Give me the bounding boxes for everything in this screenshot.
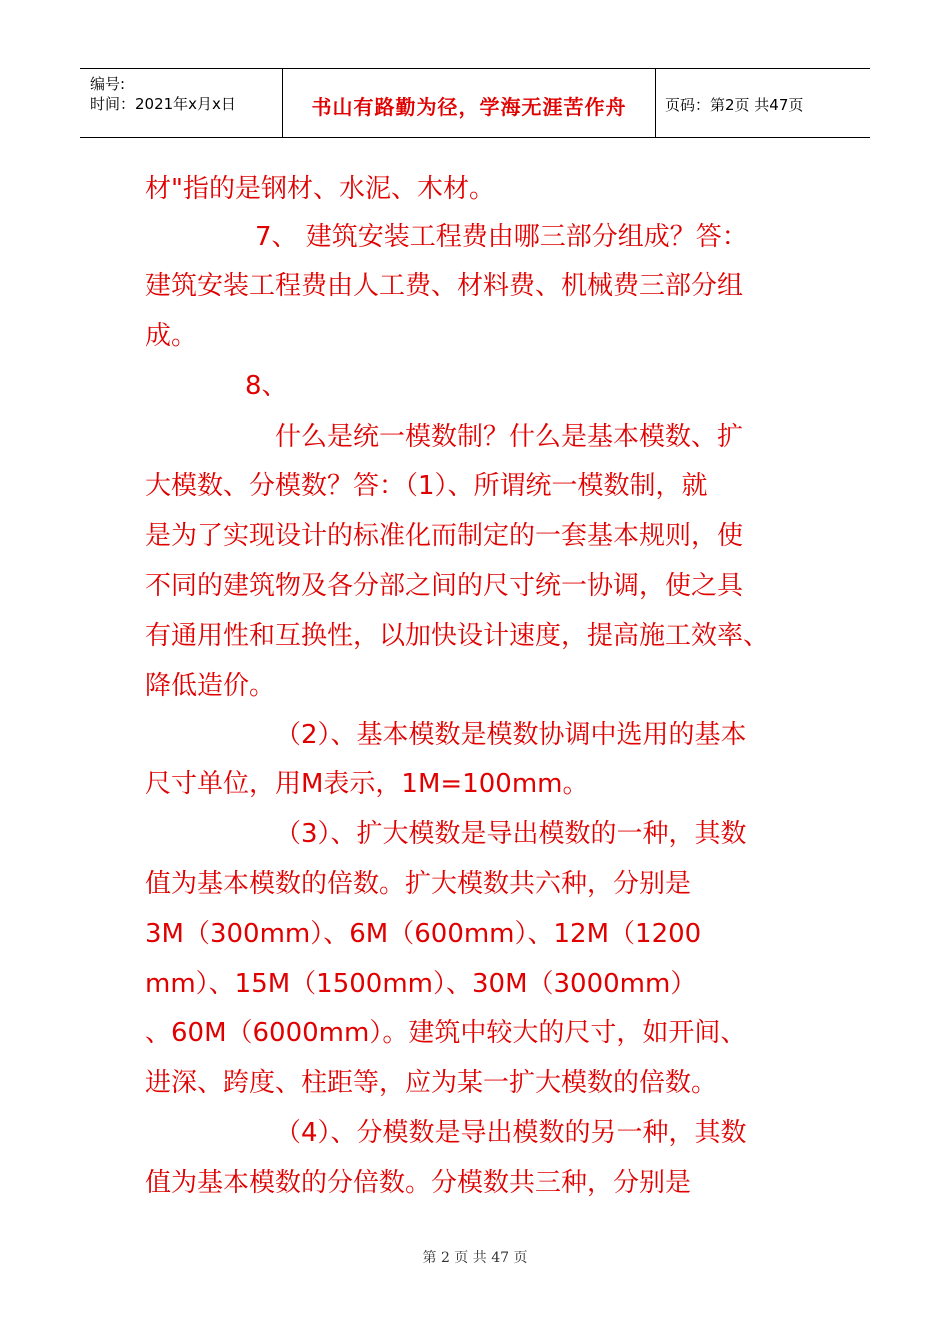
body-line: 7、 建筑安装工程费由哪三部分组成？答：	[255, 222, 748, 252]
body-line: 3M（300mm）、6M（600mm）、12M（1200	[145, 919, 702, 949]
body-line: 8、	[245, 371, 288, 401]
header-page-cell	[655, 69, 870, 137]
body-line: （2）、基本模数是模数协调中选用的基本	[275, 720, 747, 750]
body-line: 建筑安装工程费由人工费、材料费、机械费三部分组	[145, 271, 744, 301]
body-line: 进深、跨度、柱距等，应为某一扩大模数的倍数。	[145, 1068, 718, 1098]
header-page-label: 页码：第2页 共47页	[665, 96, 804, 114]
doc-code-label: 编号:	[90, 75, 126, 93]
body-line: 材"指的是钢材、水泥、木材。	[145, 174, 495, 204]
body-line: 尺寸单位，用M表示，1M=100mm。	[145, 769, 589, 799]
body-line: 、60M（6000mm）。建筑中较大的尺寸，如开间、	[145, 1018, 747, 1048]
document-header	[80, 68, 870, 138]
body-line: 什么是统一模数制？什么是基本模数、扩	[275, 422, 744, 452]
body-line: 降低造价。	[145, 671, 276, 701]
body-line: 大模数、分模数？答：（1）、所谓统一模数制，就	[145, 471, 708, 501]
body-line: mm）、15M（1500mm）、30M（3000mm）	[145, 969, 697, 999]
header-motto-cell	[282, 69, 656, 137]
body-line: 是为了实现设计的标准化而制定的一套基本规则，使	[145, 521, 744, 551]
body-line: 值为基本模数的倍数。扩大模数共六种，分别是	[145, 869, 692, 899]
body-line: 不同的建筑物及各分部之间的尺寸统一协调，使之具	[145, 571, 744, 601]
doc-time-label: 时间：2021年x月x日	[90, 95, 236, 113]
page-footer: 第 2 页 共 47 页	[422, 1250, 528, 1266]
body-line: （4）、分模数是导出模数的另一种，其数	[275, 1118, 747, 1148]
header-motto: 书山有路勤为径，学海无涯苦作舟	[311, 95, 627, 119]
body-line: 有通用性和互换性，以加快设计速度，提高施工效率、	[145, 621, 770, 651]
body-line: （3）、扩大模数是导出模数的一种，其数	[275, 819, 747, 849]
body-line: 成。	[145, 321, 198, 351]
body-line: 值为基本模数的分倍数。分模数共三种，分别是	[145, 1168, 692, 1198]
header-meta-cell	[80, 69, 282, 137]
